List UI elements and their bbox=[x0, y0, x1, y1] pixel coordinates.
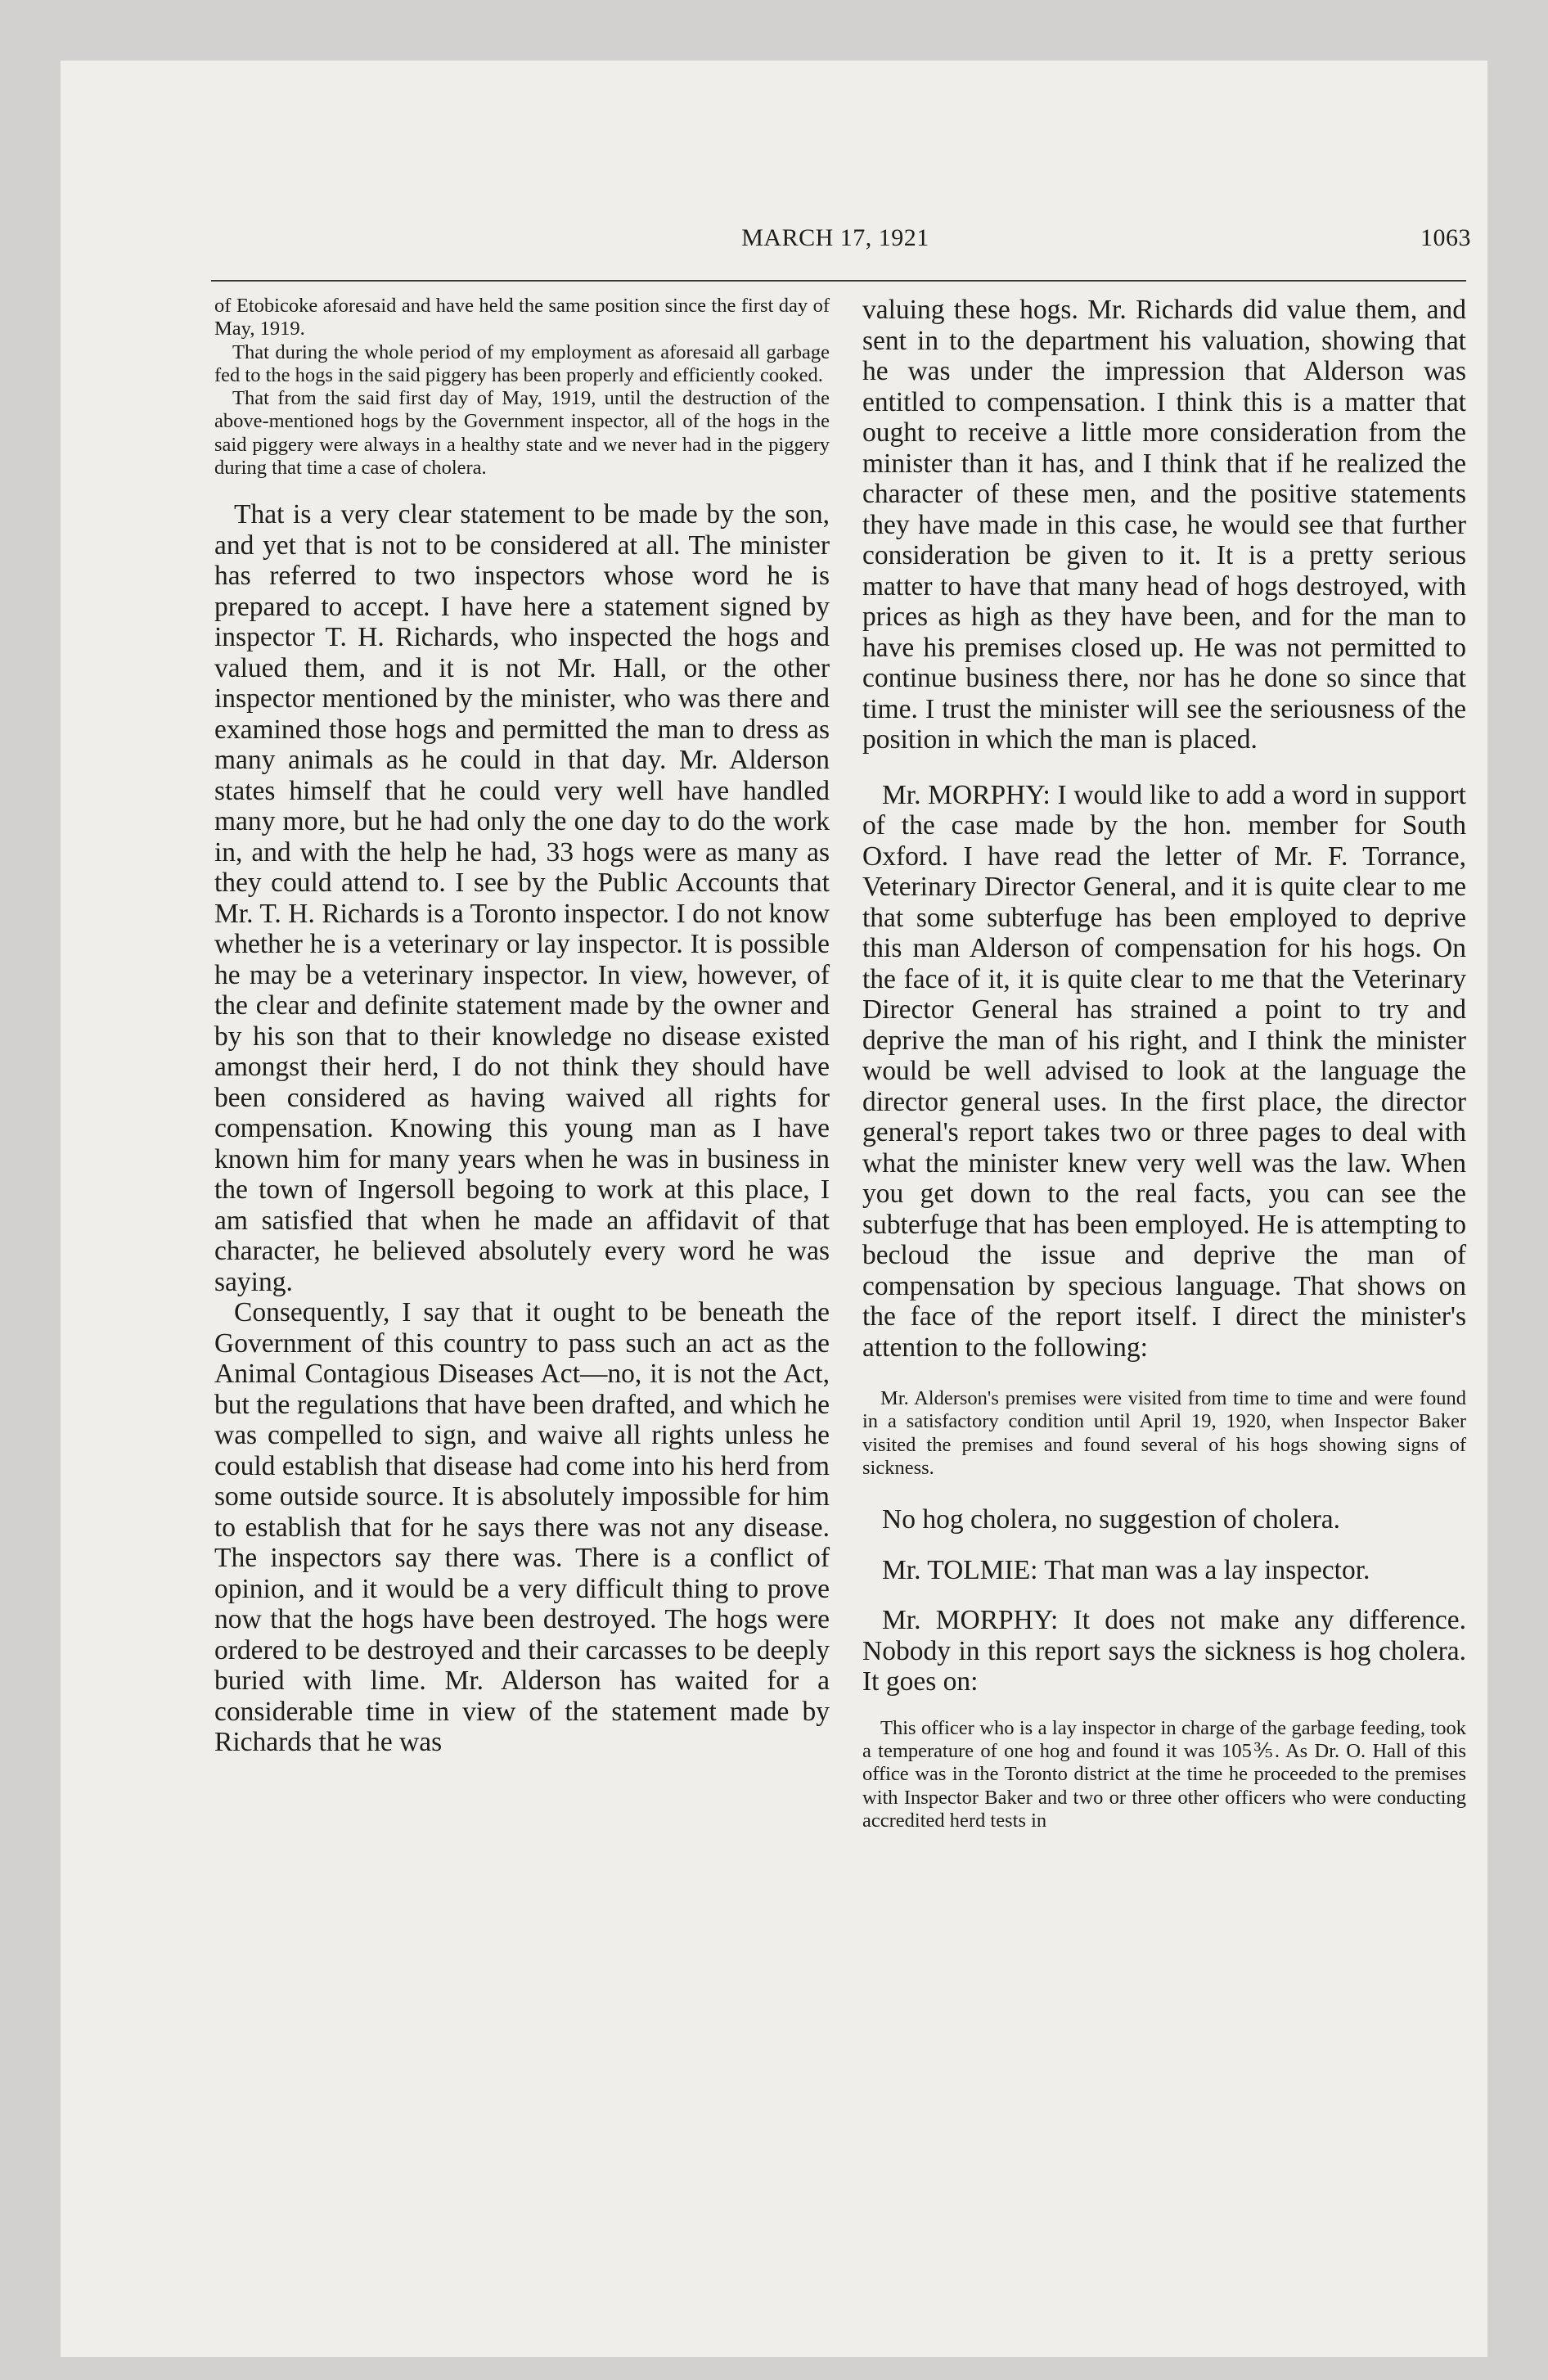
spacer bbox=[214, 480, 830, 499]
body-paragraph: Mr. TOLMIE: That man was a lay inspector. bbox=[882, 1554, 1370, 1585]
quote-paragraph: That from the said first day of May, 1919, until the destruction of the above-mentioned hogs by the Government inspector, all of the hogs in the said piggery were always in a healthy state and we never had in the piggery during that time a case of cholera. bbox=[214, 387, 830, 480]
left-column bbox=[214, 295, 830, 1758]
body-paragraph: Mr. MORPHY: I would like to add a word in support of the case made by the hon. member for South Oxford. I have read the letter of Mr. F. Torrance, Veterinary Director General, and it is quite clear to me that some subterfuge has been employed to deprive this man Alderson of compensation for his hogs. On the face of it, it is quite clear to me that the Veterinary Director General has strained a point to try and deprive the man of his right, and I think the minister would be well advised to look at the language the director general uses. In the first place, the director general's report takes two or three pages to deal with what the minister knew very well was the law. When you get down to the real facts, you can see the subterfuge that has been employed. He is attempting to becloud the issue and deprive the man of compensation by specious language. That shows on the face of the report itself. I direct the minister's attention to the following: bbox=[862, 779, 1466, 1363]
body-paragraph: No hog cholera, no suggestion of cholera. bbox=[882, 1504, 1341, 1535]
page-date: MARCH 17, 1921 bbox=[741, 224, 929, 251]
quote-paragraph: That during the whole period of my employment as aforesaid all garbage fed to the hogs in the said piggery has been properly and efficiently cooked. bbox=[214, 340, 830, 386]
left-body bbox=[214, 499, 830, 1758]
page-header bbox=[200, 224, 1471, 257]
body-paragraph: That is a very clear statement to be made by the son, and yet that is not to be considered at all. The minister has referred to two inspectors whose word he is prepared to accept. I have here a statement signed by inspector T. H. Richards, who inspected the hogs and valued them, and it is not Mr. Hall, or the other inspector mentioned by the minister, who was there and examined those hogs and permitted the man to dress as many animals as he could in that day. Mr. Alderson states himself that he could very well have handled many more, but he had only the one day to do the work in, and with the help he had, 33 hogs were as many as they could attend to. I see by the Public Accounts that Mr. T. H. Richards is a Toronto inspector. I do not know whether he is a veterinary or lay inspector. It is possible he may be a veterinary inspector. In view, however, of the clear and definite statement made by the owner and by his son that to their knowledge no disease existed amongst their herd, I do not think they should have been considered as having waived all rights for compensation. Knowing this young man as I have known him for many years when he was in business in the town of Ingersoll begoing to work at this place, I am satisfied that when he made an affidavit of that character, he believed absolutely every word he was saying. bbox=[214, 499, 830, 1297]
speech-morphy-2 bbox=[862, 1605, 1466, 1697]
body-paragraph: Mr. MORPHY: It does not make any difference. Nobody in this report says the sickness is hog cholera. It goes on: bbox=[862, 1605, 1466, 1697]
body-paragraph: valuing these hogs. Mr. Richards did value them, and sent in to the department his valuation, showing that he was under the impression that Alderson was entitled to compensation. I think this is a matter that ought to receive a little more consideration from the minister than it has, and I think that if he realized the character of these men, and the positive statements they have made in this case, he would see that further consideration be given to it. It is a pretty serious matter to have that many head of hogs destroyed, with prices as high as they have been, and for the man to have his premises closed up. He was not permitted to continue business there, nor has he done so since that time. I trust the minister will see the seriousness of the position in which the man is placed. bbox=[862, 295, 1466, 755]
quote-paragraph: This officer who is a lay inspector in charge of the garbage feeding, took a temperature of one hog and found it was 105⅗. As Dr. O. Hall of this office was in the Toronto district at the time he proceeded to the premises with Inspector Baker and two or three other officers who were conducting accredited herd tests in bbox=[862, 1716, 1466, 1832]
affidavit-quote bbox=[214, 295, 830, 480]
right-body-top bbox=[862, 295, 1466, 755]
speech-morphy bbox=[862, 780, 1466, 1364]
spacer bbox=[862, 1535, 1466, 1555]
page-sheet bbox=[61, 61, 1487, 2357]
speech-tolmie bbox=[862, 1555, 1466, 1586]
page-number: 1063 bbox=[1420, 224, 1471, 251]
right-column bbox=[862, 295, 1466, 1832]
quote-paragraph: Mr. Alderson's premises were visited from time to time and were found in a satisfactory condition until April 19, 1920, when Inspector Baker visited the premises and found several of his hogs showing signs of sickness. bbox=[862, 1387, 1466, 1479]
spacer bbox=[862, 755, 1466, 780]
spacer bbox=[862, 1585, 1466, 1605]
report-quote-2 bbox=[862, 1717, 1466, 1832]
spacer bbox=[862, 1697, 1466, 1717]
right-body-bottom bbox=[862, 1504, 1466, 1535]
quote-paragraph: of Etobicoke aforesaid and have held the same position since the first day of May, 1919. bbox=[214, 295, 830, 340]
spacer bbox=[862, 1480, 1466, 1504]
header-rule bbox=[211, 280, 1466, 282]
report-quote bbox=[862, 1387, 1466, 1480]
body-paragraph: Consequently, I say that it ought to be beneath the Government of this country to pass such an act as the Animal Contagious Diseases Act—no, it is not the Act, but the regulations that have been drafted, and which he was compelled to sign, and waive all rights unless he could establish that disease had come into his herd from some outside source. It is absolutely impossible for him to establish that for he says there was not any disease. The inspectors say there was. There is a conflict of opinion, and it would be a very difficult thing to prove now that the hogs have been destroyed. The hogs were ordered to be destroyed and their carcasses to be deeply buried with lime. Mr. Alderson has waited for a considerable time in view of the statement made by Richards that he was bbox=[214, 1297, 830, 1758]
spacer bbox=[862, 1363, 1466, 1387]
